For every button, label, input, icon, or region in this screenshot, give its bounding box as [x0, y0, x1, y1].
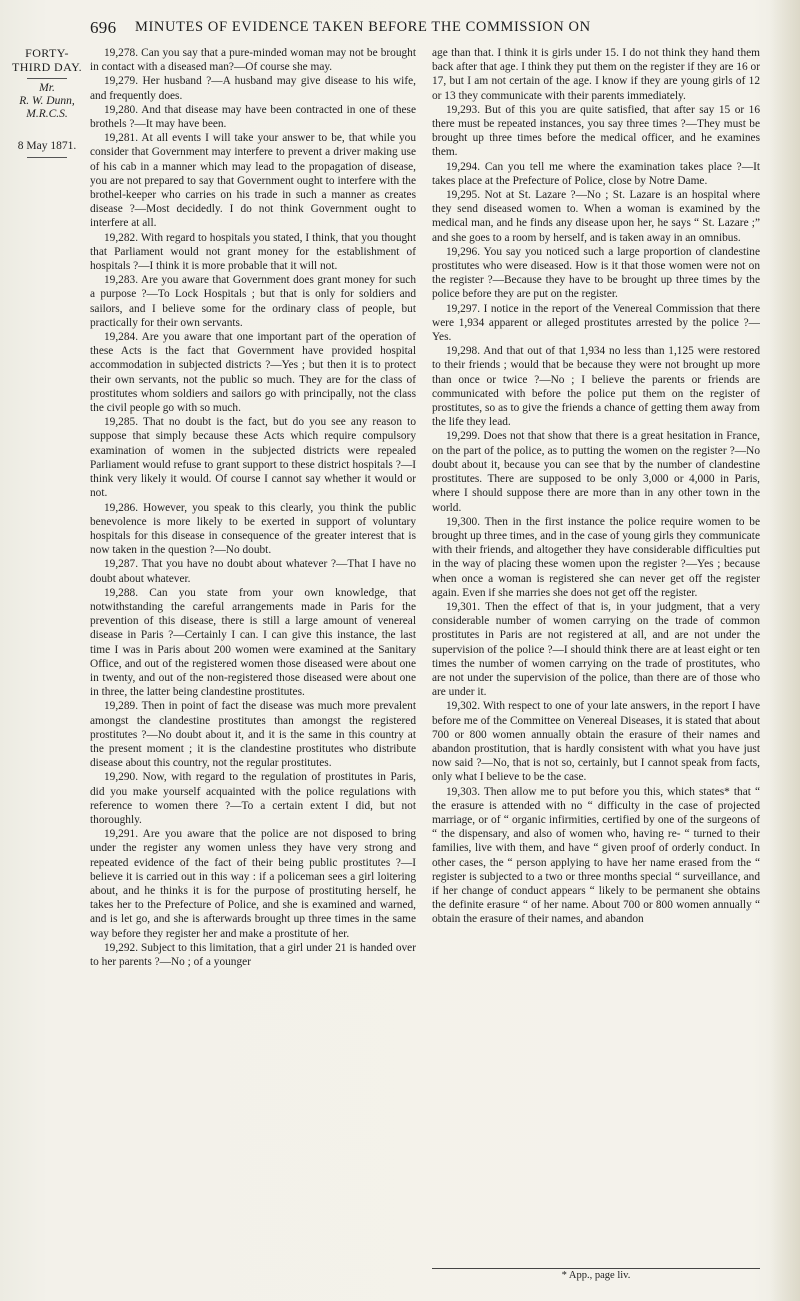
text-column-left — [90, 46, 416, 1276]
running-title: MINUTES OF EVIDENCE TAKEN BEFORE THE COMMISSION ON — [135, 19, 591, 35]
evidence-paragraph: 19,303. Then allow me to put before you this, which states* that “ the erasure is attended with no “ difficulty in the case of projected marriage, or of “ organic infirmities, certified by one of the surgeons of “ the dispensary, and also of women who, having re- “ turned to their families, live with them, and have “ given proof of orderly conduct. In other cases, the “ person applying to have her name erased from the “ register is subjected to a two or three months special “ surveillance, and if her change of conduct appears “ likely to be permanent she obtains the definite erasure “ of her name. About 700 or 800 women annually “ obtain the erasure of their names, and abandon — [432, 785, 760, 926]
evidence-paragraph: 19,290. Now, with regard to the regulation of prostitutes in Paris, did you make yourself acquainted with the police regulations with reference to women there ?—To a certain extent I did, but not thoroughly. — [90, 771, 416, 826]
page-number: 696 — [90, 18, 117, 37]
evidence-paragraph: 19,294. Can you tell me where the examination takes place ?—It takes place at the Prefecture of Police, close by Notre Dame. — [432, 160, 760, 187]
evidence-paragraph: 19,298. And that out of that 1,934 no less than 1,125 were restored to their friends ; would that be because they were not brought up more than once or twice ?—No ; I believe the parents or friends are communicated with before the police put them on the register of prostitutes, so as to give the friends a chance of getting them away from the life they lead. — [432, 345, 760, 429]
evidence-paragraph: 19,285. That no doubt is the fact, but do you see any reason to suppose that simply because these Acts which require compulsory examination of women in the subjected districts were repealed Parliament would refuse to grant support to these district hospitals ?—I think very likely it would. Of course I cannot say whether it would or not. — [90, 416, 416, 500]
evidence-paragraph: 19,280. And that disease may have been contracted in one of these brothels ?—It may have been. — [90, 103, 416, 131]
evidence-paragraph: 19,284. Are you aware that one important part of the operation of these Acts is the fact that Government have provided hospital accommodation in subjected districts ?—Yes ; but then it is to protect their own servants, not the public so much. They are for the class of prostitutes whom soldiers and sailors go with principally, not the class the civil people go with so much. — [90, 331, 416, 415]
footnote: * App., page liv. — [432, 1268, 760, 1281]
margin-day-line1: FORTY- — [25, 46, 69, 60]
witness-qualifications: M.R.C.S. — [26, 108, 68, 120]
evidence-paragraph: 19,287. That you have no doubt about whatever ?—That I have no doubt about whatever. — [90, 558, 416, 585]
text-column-right — [432, 46, 760, 1276]
witness-name: R. W. Dunn, — [19, 95, 75, 107]
evidence-paragraph: 19,296. You say you noticed such a large proportion of clandestine prostitutes who were diseased. How is it that those women were not on the register ?—Because they have to be brought up three times by the police before they are put on the register. — [432, 245, 760, 301]
evidence-paragraph: 19,291. Are you aware that the police are not disposed to bring under the register any women unless they have very strong and repeated evidence of the fact of their being public prostitutes ?—I believe it is carried out in this way : if a policeman sees a girl loitering about, and he thinks it is for the purpose of prostituting herself, he takes her to the Prefecture of Police, and she is examined and warned, and is let go, and she is afterwards brought up three times in the same way before they register her and make a prostitute of her. — [90, 828, 416, 940]
evidence-paragraph: 19,293. But of this you are quite satisfied, that after say 15 or 16 there must be repeated instances, you say three times ?—They must be brought up three times before the medical officer, and he examines them. — [432, 103, 760, 159]
evidence-paragraph: 19,301. Then the effect of that is, in your judgment, that a very considerable number of women carrying on the trade of common prostitutes in Paris are not registered at all, and are not under the supervision of the police ?—I should think there are at least eight or ten times the number of women carrying on the trade of prostitutes, who are not under the supervision of the police, than there are of those who are under it. — [432, 600, 760, 699]
evidence-paragraph: 19,278. Can you say that a pure-minded woman may not be brought in contact with a diseased man?—Of course she may. — [90, 47, 416, 74]
evidence-paragraph: 19,292. Subject to this limitation, that a girl under 21 is handed over to her parents ?—No ; of a younger — [90, 941, 416, 968]
evidence-paragraph: 19,302. With respect to one of your late answers, in the report I have before me of the Committee on Venereal Diseases, it is stated that about 700 or 800 women annually obtain the erasure of their names and abandon prostitution, that is hardly consistent with what you have just now said ?—No, that is not so, certainly, but I cannot speak from facts, only what I believe to be the case. — [432, 700, 760, 784]
margin-rule-2 — [27, 157, 67, 158]
evidence-paragraph: 19,297. I notice in the report of the Venereal Commission that there were 1,934 apparent or alleged prostitutes arrested by the police ?—Yes. — [432, 302, 760, 344]
margin-note — [8, 46, 86, 161]
evidence-paragraph: 19,286. However, you speak to this clearly, you think the public benevolence is more likely to be exerted in support of voluntary hospitals for this disease in consequence of the greater interest that is now taken in the question ?—No doubt. — [90, 501, 416, 557]
page-edge-shadow — [770, 0, 800, 1301]
margin-day-line2: THIRD DAY. — [11, 60, 82, 74]
evidence-paragraph: 19,281. At all events I will take your answer to be, that while you consider that Government may interfere to prevent a driver making use of his cab in a manner which may lead to the propagation of disease, you are not prepared to say that Government ought to interfere with the brothel-keeper who carries on his trade in such a manner as creates disease ?—Most decidedly. I do not think Government ought to interfere at all. — [90, 132, 416, 230]
evidence-paragraph: 19,279. Her husband ?—A husband may give disease to his wife, and frequently does. — [90, 75, 416, 102]
margin-rule — [27, 78, 67, 79]
evidence-paragraph: 19,300. Then in the first instance the police require women to be brought up three times, and in the case of young girls they communicate with their friends, and altogether they have considerable difficulties put in the way of placing these women upon the register ?—Yes ; because when once a woman is registered she can never get off the register again. Even if she marries she does not get off the register. — [432, 515, 760, 599]
evidence-paragraph: 19,299. Does not that show that there is a great hesitation in France, on the part of the police, as to putting the women on the register ?—No doubt about it, because you can see that by the number of clandestine prostitutes. There are supposed to be only 3,000 or 4,000 in Paris, where I should suppose there are more than in any other town in the world. — [432, 430, 760, 514]
margin-date: 8 May 1871. — [17, 140, 77, 152]
running-header — [90, 18, 790, 42]
evidence-paragraph: 19,289. Then in point of fact the disease was much more prevalent amongst the clandestine prostitutes than amongst the registered prostitutes ?—No doubt about it, and it is the same in this country at the present moment ; it is the clandestine prostitutes who distribute disease about this country, not the regular prostitutes. — [90, 700, 416, 770]
evidence-paragraph: 19,295. Not at St. Lazare ?—No ; St. Lazare is an hospital where they send diseased women to. When a woman is examined by the medical man, and he finds any disease upon her, he says “ St. Lazare ;” and she goes to a room by herself, and is taken away in an omnibus. — [432, 189, 760, 244]
continued-paragraph: age than that. I think it is girls under 15. I do not think they hand them back after that age. I think they put them on the register if they are 16 or 17, but I am not certain of the age. I know if they are young girls of 12 or 13 they communicate with their parents immediately. — [432, 47, 760, 102]
evidence-paragraph: 19,282. With regard to hospitals you stated, I think, that you thought that Parliament would not grant money for the establishment of hospitals ?—I think it is more probable that it will not. — [90, 231, 416, 273]
evidence-paragraph: 19,283. Are you aware that Government does grant money for such a purpose ?—To Lock Hospitals ; but that is only for soldiers and sailors, and I believe some for the ordinary class of people, but practically for their own servants. — [90, 274, 416, 329]
witness-title: Mr. — [39, 82, 55, 94]
evidence-paragraph: 19,288. Can you state from your own knowledge, that notwithstanding the careful arrangements made in Paris for the prevention of this disease, there is still a large amount of venereal disease in Paris ?—Certainly I can. I can give this instance, the last time I was in Paris about 200 women were examined at the Sanitary Office, and out of the registered women those diseased were about one in twenty, and out of the non-registered those diseased were about one in three, the latter being clandestine prostitutes. — [90, 586, 416, 699]
